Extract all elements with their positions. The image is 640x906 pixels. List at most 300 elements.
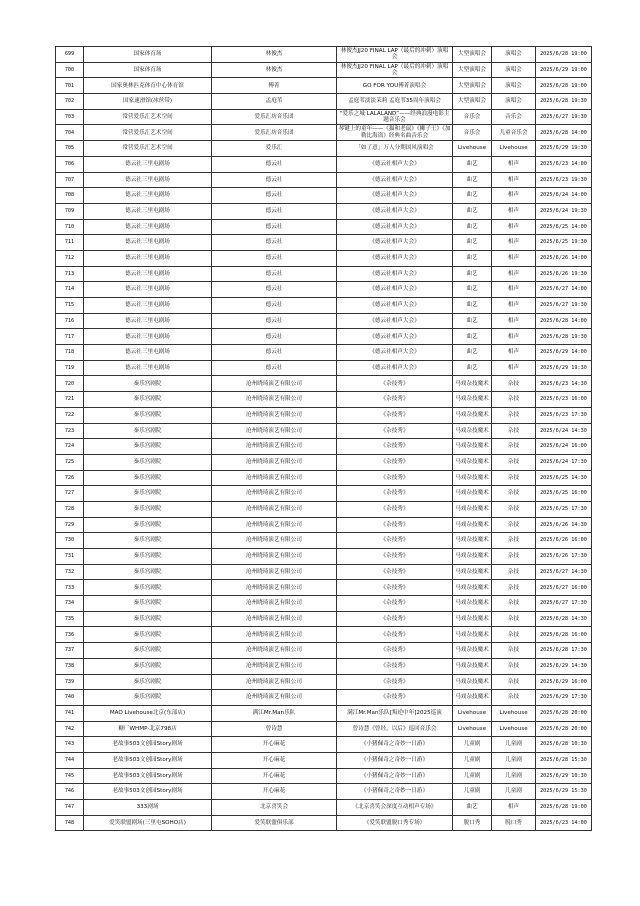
venue-cell: 秦乐宫剧院 — [84, 690, 212, 706]
table-row — [56, 94, 592, 110]
venue-cell: 老故事503文创园Story剧场 — [84, 737, 212, 753]
subcategory-cell: 相声 — [492, 188, 536, 204]
row-number-cell: 703 — [56, 109, 84, 125]
datetime-cell: 2025/6/26 19:30 — [536, 266, 592, 282]
row-number-cell: 699 — [56, 47, 84, 63]
event-title-cell: 《杂技秀》 — [337, 376, 453, 392]
row-number-cell: 701 — [56, 78, 84, 94]
venue-cell: 秦乐宫剧院 — [84, 407, 212, 423]
table-row — [56, 141, 592, 157]
organizer-cell: 德云社 — [212, 219, 337, 235]
subcategory-cell: 相声 — [492, 345, 536, 361]
subcategory-cell: 相声 — [492, 313, 536, 329]
row-number-cell: 744 — [56, 752, 84, 768]
venue-cell: 国家体育场 — [84, 62, 212, 78]
table-row — [56, 298, 592, 314]
row-number-cell: 718 — [56, 345, 84, 361]
organizer-cell: 德云社 — [212, 360, 337, 376]
organizer-cell: 沧州晓琦演艺有限公司 — [212, 658, 337, 674]
table-row — [56, 564, 592, 580]
category-cell: 马戏杂技魔术 — [453, 627, 492, 643]
venue-cell: 秦乐宫剧院 — [84, 674, 212, 690]
datetime-cell: 2025/6/23 17:30 — [536, 407, 592, 423]
event-title-cell: 《德云社相声大会》 — [337, 219, 453, 235]
venue-cell: 秦乐宫剧院 — [84, 486, 212, 502]
category-cell: Livehouse — [453, 141, 492, 157]
category-cell: 大型演唱会 — [453, 78, 492, 94]
organizer-cell: 沧州晓琦演艺有限公司 — [212, 643, 337, 659]
organizer-cell: 德云社 — [212, 172, 337, 188]
datetime-cell: 2025/6/25 17:30 — [536, 501, 592, 517]
organizer-cell: 沧州晓琦演艺有限公司 — [212, 596, 337, 612]
organizer-cell: 开心麻花 — [212, 784, 337, 800]
venue-cell: 老故事503文创园Story剧场 — [84, 768, 212, 784]
category-cell: 大型演唱会 — [453, 62, 492, 78]
subcategory-cell: 杂技 — [492, 658, 536, 674]
event-title-cell: 《小猪佩奇之奇妙一日游》 — [337, 737, 453, 753]
row-number-cell: 716 — [56, 313, 84, 329]
event-title-cell: 《杂技秀》 — [337, 439, 453, 455]
row-number-cell: 705 — [56, 141, 84, 157]
subcategory-cell: 杂技 — [492, 533, 536, 549]
datetime-cell: 2025/6/29 16:00 — [536, 674, 592, 690]
event-title-cell: 《杂技秀》 — [337, 596, 453, 612]
table-row — [56, 815, 592, 831]
venue-cell: MAO Livehouse北京(东部店) — [84, 705, 212, 721]
event-title-cell: 林俊杰JJ20 FINAL LAP（最后的冲刺）演唱会 — [337, 62, 453, 78]
row-number-cell: 734 — [56, 596, 84, 612]
event-title-cell: 曾诗慧《曾经，以后》巡回音乐会 — [337, 721, 453, 737]
category-cell: 马戏杂技魔术 — [453, 486, 492, 502]
category-cell: 马戏杂技魔术 — [453, 658, 492, 674]
category-cell: 曲艺 — [453, 203, 492, 219]
datetime-cell: 2025/6/29 19:00 — [536, 62, 592, 78]
table-row — [56, 345, 592, 361]
organizer-cell: 开心麻花 — [212, 752, 337, 768]
subcategory-cell: 杂技 — [492, 423, 536, 439]
organizer-cell: 德云社 — [212, 329, 337, 345]
datetime-cell: 2025/6/28 19:00 — [536, 78, 592, 94]
subcategory-cell: 相声 — [492, 203, 536, 219]
table-row — [56, 47, 592, 63]
category-cell: 马戏杂技魔术 — [453, 392, 492, 408]
event-title-cell: “爱乐之城 LALALAND”——经典浪漫电影主题音乐会 — [337, 109, 453, 125]
table-row — [56, 737, 592, 753]
venue-cell: 德云社三里屯剧场 — [84, 345, 212, 361]
event-title-cell: 《杂技秀》 — [337, 486, 453, 502]
venue-cell: 德云社三里屯剧场 — [84, 298, 212, 314]
datetime-cell: 2025/6/28 19:00 — [536, 47, 592, 63]
table-row — [56, 250, 592, 266]
organizer-cell: 德云社 — [212, 298, 337, 314]
table-row — [56, 533, 592, 549]
subcategory-cell: 杂技 — [492, 643, 536, 659]
table-row — [56, 188, 592, 204]
event-title-cell: 《杂技秀》 — [337, 658, 453, 674]
row-number-cell: 711 — [56, 235, 84, 251]
organizer-cell: 孟庭苇 — [212, 94, 337, 110]
category-cell: 曲艺 — [453, 219, 492, 235]
datetime-cell: 2025/6/23 14:00 — [536, 156, 592, 172]
datetime-cell: 2025/6/28 19:30 — [536, 94, 592, 110]
venue-cell: 德云社三里屯剧场 — [84, 235, 212, 251]
table-row — [56, 423, 592, 439]
datetime-cell: 2025/6/28 19:00 — [536, 800, 592, 816]
category-cell: 马戏杂技魔术 — [453, 596, 492, 612]
category-cell: 马戏杂技魔术 — [453, 470, 492, 486]
organizer-cell: 沧州晓琦演艺有限公司 — [212, 580, 337, 596]
category-cell: 曲艺 — [453, 282, 492, 298]
row-number-cell: 735 — [56, 611, 84, 627]
table-row — [56, 439, 592, 455]
table-row — [56, 125, 592, 141]
category-cell: 马戏杂技魔术 — [453, 439, 492, 455]
row-number-cell: 708 — [56, 188, 84, 204]
row-number-cell: 723 — [56, 423, 84, 439]
venue-cell: 德云社三里屯剧场 — [84, 250, 212, 266]
venue-cell: 常营爱乐汇艺术空间 — [84, 125, 212, 141]
datetime-cell: 2025/6/27 19:30 — [536, 298, 592, 314]
category-cell: 音乐会 — [453, 125, 492, 141]
subcategory-cell: 杂技 — [492, 376, 536, 392]
table-row — [56, 203, 592, 219]
event-title-cell: 《杂技秀》 — [337, 470, 453, 486]
subcategory-cell: 相声 — [492, 219, 536, 235]
table-row — [56, 109, 592, 125]
event-title-cell: 《杂技秀》 — [337, 611, 453, 627]
subcategory-cell: 杂技 — [492, 549, 536, 565]
datetime-cell: 2025/6/26 14:00 — [536, 250, 592, 266]
row-number-cell: 737 — [56, 643, 84, 659]
subcategory-cell: 杂技 — [492, 674, 536, 690]
category-cell: 马戏杂技魔术 — [453, 580, 492, 596]
table-row — [56, 784, 592, 800]
datetime-cell: 2025/6/23 19:30 — [536, 172, 592, 188]
venue-cell: 德云社三里屯剧场 — [84, 172, 212, 188]
subcategory-cell: 相声 — [492, 235, 536, 251]
table-row — [56, 313, 592, 329]
category-cell: 马戏杂技魔术 — [453, 549, 492, 565]
datetime-cell: 2025/6/28 10:30 — [536, 737, 592, 753]
table-row — [56, 486, 592, 502]
datetime-cell: 2025/6/28 14:00 — [536, 125, 592, 141]
organizer-cell: 沧州晓琦演艺有限公司 — [212, 392, 337, 408]
row-number-cell: 726 — [56, 470, 84, 486]
subcategory-cell: 杂技 — [492, 596, 536, 612]
category-cell: 儿童剧 — [453, 737, 492, 753]
organizer-cell: 沧州晓琦演艺有限公司 — [212, 674, 337, 690]
datetime-cell: 2025/6/26 16:00 — [536, 533, 592, 549]
subcategory-cell: 杂技 — [492, 611, 536, 627]
venue-cell: 常营爱乐汇艺术空间 — [84, 109, 212, 125]
event-title-cell: 《杂技秀》 — [337, 627, 453, 643]
subcategory-cell: 杂技 — [492, 580, 536, 596]
venue-cell: 秦乐宫剧院 — [84, 611, 212, 627]
subcategory-cell: 杂技 — [492, 517, 536, 533]
row-number-cell: 700 — [56, 62, 84, 78]
event-title-cell: 《德云社相声大会》 — [337, 172, 453, 188]
subcategory-cell: 杂技 — [492, 454, 536, 470]
row-number-cell: 732 — [56, 564, 84, 580]
venue-cell: 糖厂WHMP·北京798店 — [84, 721, 212, 737]
subcategory-cell: 相声 — [492, 800, 536, 816]
datetime-cell: 2025/6/28 15:30 — [536, 752, 592, 768]
event-title-cell: 《德云社相声大会》 — [337, 203, 453, 219]
category-cell: 曲艺 — [453, 800, 492, 816]
subcategory-cell: 相声 — [492, 172, 536, 188]
datetime-cell: 2025/6/24 19:30 — [536, 203, 592, 219]
venue-cell: 333剧场 — [84, 800, 212, 816]
row-number-cell: 747 — [56, 800, 84, 816]
venue-cell: 国家奥林匹克体育中心体育馆 — [84, 78, 212, 94]
event-title-cell: 《德云社相声大会》 — [337, 250, 453, 266]
subcategory-cell: 杂技 — [492, 392, 536, 408]
table-row — [56, 517, 592, 533]
row-number-cell: 714 — [56, 282, 84, 298]
event-title-cell: 《德云社相声大会》 — [337, 313, 453, 329]
category-cell: 马戏杂技魔术 — [453, 643, 492, 659]
row-number-cell: 730 — [56, 533, 84, 549]
row-number-cell: 727 — [56, 486, 84, 502]
organizer-cell: 林俊杰 — [212, 62, 337, 78]
datetime-cell: 2025/6/23 14:00 — [536, 815, 592, 831]
row-number-cell: 728 — [56, 501, 84, 517]
event-title-cell: 《杂技秀》 — [337, 517, 453, 533]
category-cell: 马戏杂技魔术 — [453, 423, 492, 439]
table-row — [56, 674, 592, 690]
subcategory-cell: 杂技 — [492, 564, 536, 580]
organizer-cell: 沧州晓琦演艺有限公司 — [212, 486, 337, 502]
event-title-cell: 《小猪佩奇之奇妙一日游》 — [337, 752, 453, 768]
venue-cell: 秦乐宫剧院 — [84, 643, 212, 659]
venue-cell: 秦乐宫剧院 — [84, 549, 212, 565]
event-title-cell: 琴键上的童年——《猫和老鼠》《狮子王》《加勒比海盗》经典名曲音乐会 — [337, 125, 453, 141]
row-number-cell: 748 — [56, 815, 84, 831]
category-cell: 儿童剧 — [453, 752, 492, 768]
category-cell: 儿童剧 — [453, 768, 492, 784]
organizer-cell: 爱乐汇 — [212, 141, 337, 157]
datetime-cell: 2025/6/23 14:30 — [536, 376, 592, 392]
row-number-cell: 746 — [56, 784, 84, 800]
organizer-cell: 满江Mr.Man乐队 — [212, 705, 337, 721]
venue-cell: 秦乐宫剧院 — [84, 501, 212, 517]
organizer-cell: 沧州晓琦演艺有限公司 — [212, 564, 337, 580]
venue-cell: 秦乐宫剧院 — [84, 596, 212, 612]
table-row — [56, 690, 592, 706]
event-title-cell: 《杂技秀》 — [337, 564, 453, 580]
event-title-cell: 《杂技秀》 — [337, 580, 453, 596]
event-title-cell: 《德云社相声大会》 — [337, 266, 453, 282]
event-title-cell: 《德云社相声大会》 — [337, 188, 453, 204]
table-row — [56, 643, 592, 659]
organizer-cell: 沧州晓琦演艺有限公司 — [212, 517, 337, 533]
subcategory-cell: 演唱会 — [492, 78, 536, 94]
table-row — [56, 407, 592, 423]
organizer-cell: 开心麻花 — [212, 768, 337, 784]
venue-cell: 秦乐宫剧院 — [84, 439, 212, 455]
subcategory-cell: 相声 — [492, 360, 536, 376]
table-row — [56, 501, 592, 517]
category-cell: 曲艺 — [453, 266, 492, 282]
event-title-cell: 《杂技秀》 — [337, 690, 453, 706]
datetime-cell: 2025/6/25 14:00 — [536, 219, 592, 235]
subcategory-cell: 相声 — [492, 156, 536, 172]
venue-cell: 爱笑联盟剧场(三里屯SOHO店) — [84, 815, 212, 831]
datetime-cell: 2025/6/25 14:30 — [536, 470, 592, 486]
subcategory-cell: 儿童剧 — [492, 752, 536, 768]
table-body — [56, 47, 592, 831]
event-title-cell: 《德云社相声大会》 — [337, 156, 453, 172]
organizer-cell: 德云社 — [212, 266, 337, 282]
category-cell: 马戏杂技魔术 — [453, 611, 492, 627]
row-number-cell: 715 — [56, 298, 84, 314]
row-number-cell: 709 — [56, 203, 84, 219]
venue-cell: 德云社三里屯剧场 — [84, 219, 212, 235]
row-number-cell: 702 — [56, 94, 84, 110]
table-row — [56, 596, 592, 612]
row-number-cell: 733 — [56, 580, 84, 596]
category-cell: 马戏杂技魔术 — [453, 564, 492, 580]
venue-cell: 秦乐宫剧院 — [84, 470, 212, 486]
row-number-cell: 721 — [56, 392, 84, 408]
table-row — [56, 549, 592, 565]
venue-cell: 秦乐宫剧院 — [84, 517, 212, 533]
table-row — [56, 800, 592, 816]
category-cell: 马戏杂技魔术 — [453, 533, 492, 549]
datetime-cell: 2025/6/28 19:30 — [536, 329, 592, 345]
event-title-cell: 《德云社相声大会》 — [337, 282, 453, 298]
event-title-cell: 《杂技秀》 — [337, 549, 453, 565]
organizer-cell: 德云社 — [212, 313, 337, 329]
organizer-cell: 沧州晓琦演艺有限公司 — [212, 454, 337, 470]
event-title-cell: 满江Mr.Man乐队[叛逆中年]2025巡演 — [337, 705, 453, 721]
row-number-cell: 725 — [56, 454, 84, 470]
subcategory-cell: 演唱会 — [492, 47, 536, 63]
organizer-cell: 沧州晓琦演艺有限公司 — [212, 690, 337, 706]
subcategory-cell: 相声 — [492, 298, 536, 314]
organizer-cell: 德云社 — [212, 188, 337, 204]
organizer-cell: 沧州晓琦演艺有限公司 — [212, 627, 337, 643]
venue-cell: 秦乐宫剧院 — [84, 627, 212, 643]
event-title-cell: 《杂技秀》 — [337, 407, 453, 423]
subcategory-cell: Livehouse — [492, 705, 536, 721]
datetime-cell: 2025/6/24 14:30 — [536, 423, 592, 439]
category-cell: 儿童剧 — [453, 784, 492, 800]
venue-cell: 德云社三里屯剧场 — [84, 282, 212, 298]
table-row — [56, 266, 592, 282]
venue-cell: 秦乐宫剧院 — [84, 376, 212, 392]
venue-cell: 国家体育场 — [84, 47, 212, 63]
row-number-cell: 743 — [56, 737, 84, 753]
datetime-cell: 2025/6/27 14:00 — [536, 282, 592, 298]
category-cell: 曲艺 — [453, 329, 492, 345]
table-row — [56, 235, 592, 251]
subcategory-cell: 杂技 — [492, 690, 536, 706]
row-number-cell: 741 — [56, 705, 84, 721]
subcategory-cell: 演唱会 — [492, 62, 536, 78]
event-title-cell: 《杂技秀》 — [337, 674, 453, 690]
table-row — [56, 156, 592, 172]
venue-cell: 秦乐宫剧院 — [84, 392, 212, 408]
table-row — [56, 282, 592, 298]
category-cell: 大型演唱会 — [453, 47, 492, 63]
datetime-cell: 2025/6/28 20:00 — [536, 721, 592, 737]
organizer-cell: 林俊杰 — [212, 47, 337, 63]
event-title-cell: 《德云社相声大会》 — [337, 235, 453, 251]
venue-cell: 秦乐宫剧院 — [84, 533, 212, 549]
category-cell: 马戏杂技魔术 — [453, 407, 492, 423]
datetime-cell: 2025/6/29 19:30 — [536, 141, 592, 157]
subcategory-cell: 演唱会 — [492, 94, 536, 110]
event-title-cell: 《德云社相声大会》 — [337, 345, 453, 361]
event-title-cell: 孟庭苇淡淡茉莉 孟庭苇35周年演唱会 — [337, 94, 453, 110]
table-row — [56, 78, 592, 94]
table-row — [56, 721, 592, 737]
row-number-cell: 717 — [56, 329, 84, 345]
table-row — [56, 580, 592, 596]
subcategory-cell: Livehouse — [492, 141, 536, 157]
row-number-cell: 742 — [56, 721, 84, 737]
organizer-cell: 北京喜笑会 — [212, 800, 337, 816]
organizer-cell: 沧州晓琦演艺有限公司 — [212, 611, 337, 627]
category-cell: Livehouse — [453, 721, 492, 737]
row-number-cell: 722 — [56, 407, 84, 423]
subcategory-cell: 儿童剧 — [492, 768, 536, 784]
venue-cell: 秦乐宫剧院 — [84, 454, 212, 470]
organizer-cell: 爱乐汇坊音乐团 — [212, 109, 337, 125]
table-row — [56, 470, 592, 486]
datetime-cell: 2025/6/28 20:00 — [536, 705, 592, 721]
organizer-cell: 德云社 — [212, 235, 337, 251]
row-number-cell: 719 — [56, 360, 84, 376]
row-number-cell: 729 — [56, 517, 84, 533]
subcategory-cell: 相声 — [492, 250, 536, 266]
datetime-cell: 2025/6/24 16:00 — [536, 439, 592, 455]
row-number-cell: 710 — [56, 219, 84, 235]
event-title-cell: 《杂技秀》 — [337, 501, 453, 517]
event-title-cell: 《小猪佩奇之奇妙一日游》 — [337, 768, 453, 784]
organizer-cell: 沧州晓琦演艺有限公司 — [212, 407, 337, 423]
datetime-cell: 2025/6/27 16:00 — [536, 580, 592, 596]
event-title-cell: 《杂技秀》 — [337, 454, 453, 470]
row-number-cell: 706 — [56, 156, 84, 172]
subcategory-cell: Livehouse — [492, 721, 536, 737]
table-row — [56, 658, 592, 674]
venue-cell: 老故事503文创园Story剧场 — [84, 784, 212, 800]
event-title-cell: 林俊杰JJ20 FINAL LAP（最后的冲刺）演唱会 — [337, 47, 453, 63]
datetime-cell: 2025/6/29 19:30 — [536, 360, 592, 376]
row-number-cell: 704 — [56, 125, 84, 141]
datetime-cell: 2025/6/29 15:30 — [536, 784, 592, 800]
category-cell: 大型演唱会 — [453, 94, 492, 110]
venue-cell: 德云社三里屯剧场 — [84, 266, 212, 282]
event-title-cell: 《杂技秀》 — [337, 423, 453, 439]
row-number-cell: 740 — [56, 690, 84, 706]
table-row — [56, 219, 592, 235]
subcategory-cell: 杂技 — [492, 470, 536, 486]
organizer-cell: 沧州晓琦演艺有限公司 — [212, 470, 337, 486]
datetime-cell: 2025/6/29 17:30 — [536, 690, 592, 706]
event-title-cell: GO FOR YOU傅菁演唱会 — [337, 78, 453, 94]
event-title-cell: 《杂技秀》 — [337, 533, 453, 549]
datetime-cell: 2025/6/28 14:30 — [536, 611, 592, 627]
organizer-cell: 曾诗慧 — [212, 721, 337, 737]
venue-cell: 秦乐宫剧院 — [84, 580, 212, 596]
category-cell: 曲艺 — [453, 360, 492, 376]
organizer-cell: 沧州晓琦演艺有限公司 — [212, 439, 337, 455]
organizer-cell: 德云社 — [212, 203, 337, 219]
subcategory-cell: 杂技 — [492, 627, 536, 643]
